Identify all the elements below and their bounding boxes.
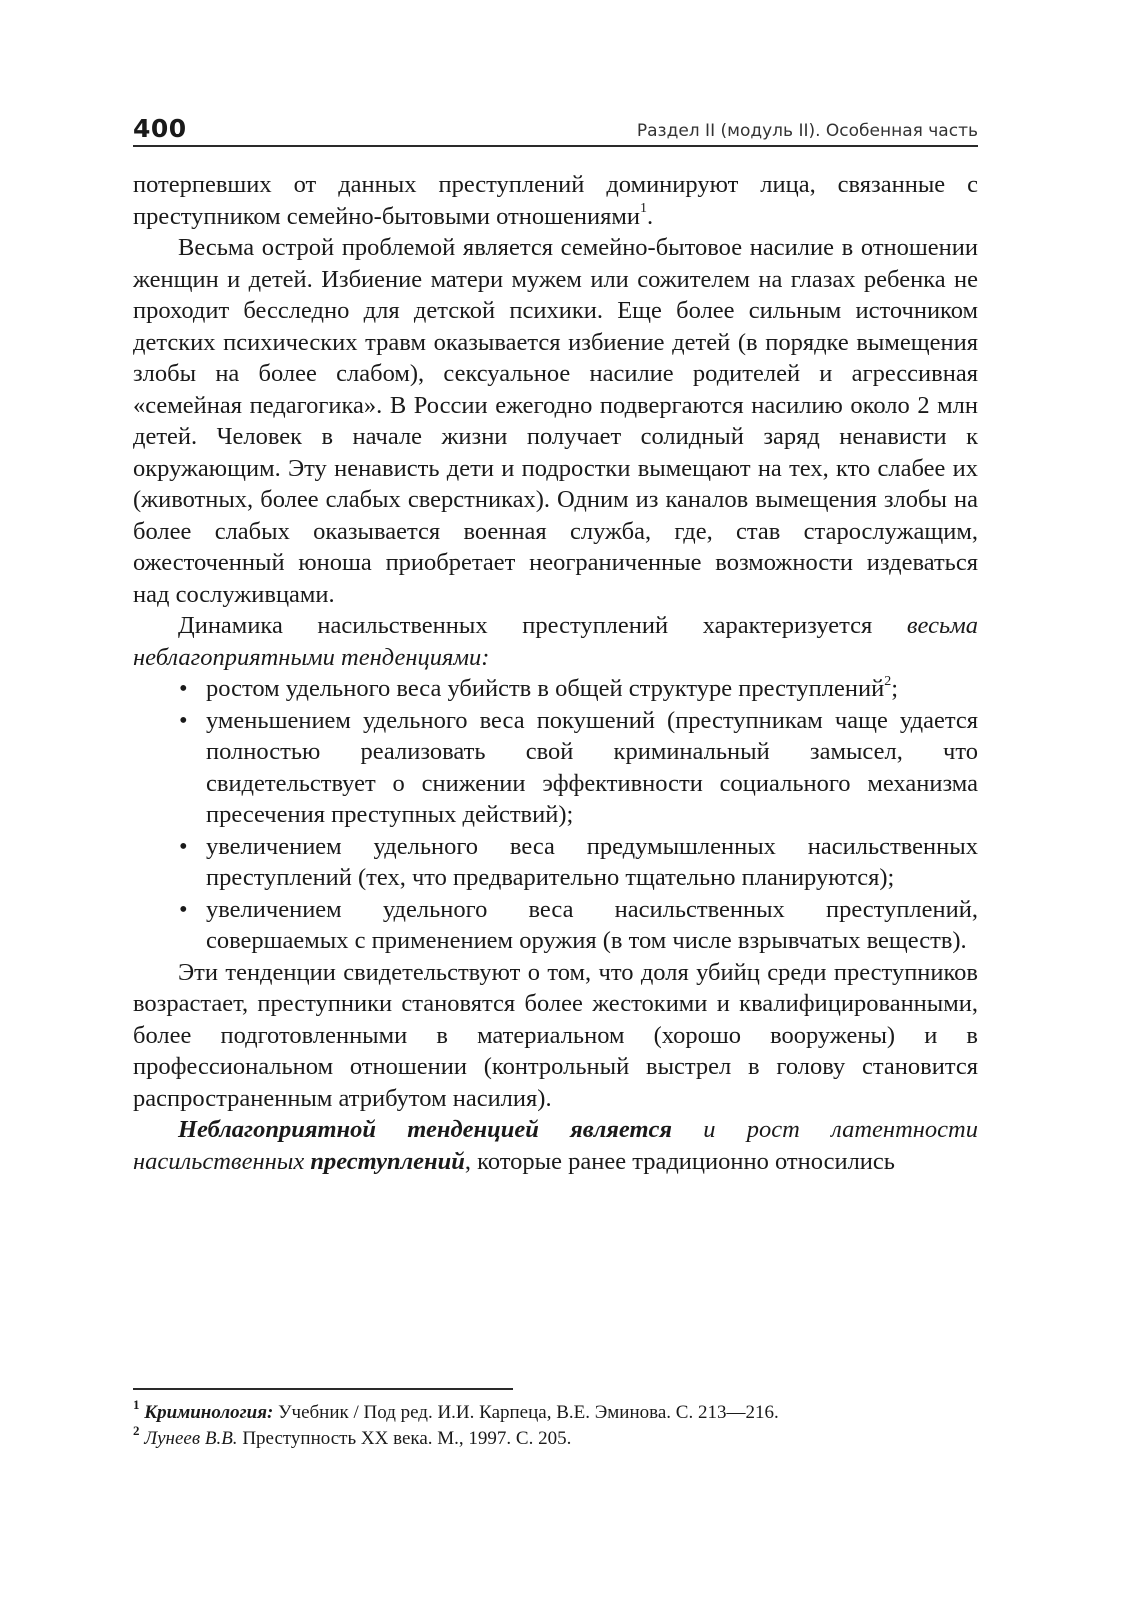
- paragraph-1: [133, 169, 978, 232]
- footnote-author: Лунеев В.В.: [144, 1428, 238, 1449]
- bullet-icon: •: [179, 675, 188, 702]
- footnote-ref-2: 2: [884, 673, 892, 689]
- footnote-1: [133, 1396, 978, 1426]
- list-item: [179, 673, 978, 705]
- list-item: [179, 831, 978, 894]
- page-number: 400: [133, 114, 187, 143]
- footnote-number: 1: [133, 1396, 140, 1412]
- footnotes: [133, 1388, 978, 1452]
- trend-list: [133, 673, 978, 957]
- footnote-number: 2: [133, 1422, 140, 1438]
- footnote-text: Преступность XX века. М., 1997. С. 205.: [237, 1428, 572, 1449]
- paragraph-5: [133, 1114, 978, 1177]
- list-item: [179, 894, 978, 957]
- footnote-2: [133, 1422, 978, 1452]
- paragraph-4: Эти тенденции свидетельствуют о том, что доля убийц среди преступников возрастает, преступники становятся более жестокими и квалифицированными, более подготовленными в материальном (хорошо вооружены) и в профессиональном отношении (контрольный выстрел в голову становится распространенным атрибутом насилия).: [133, 958, 978, 1112]
- paragraph-5-emphasis: и рост латентности насильственных: [133, 1116, 978, 1175]
- list-item-text: ростом удельного веса убийств в общей структуре преступлений: [206, 675, 885, 702]
- page-header: [133, 112, 978, 147]
- body-text: [133, 169, 978, 1177]
- footnote-ref-1: 1: [640, 201, 647, 217]
- bullet-icon: •: [179, 706, 188, 734]
- page: [133, 112, 978, 1177]
- list-item-text: уменьшением удельного веса покушений (преступникам чаще удается полностью реализовать свой криминальный замысел, что свидетельствует о снижении эффективности социального механизма пресечения преступных действий);: [206, 706, 978, 828]
- footnote-divider: [133, 1388, 513, 1390]
- paragraph-1-text: потерпевших от данных преступлений доминируют лица, связанные с преступником семейно-бытовыми отношениями: [133, 171, 978, 230]
- paragraph-5-emphasis-bold-2: преступлений: [310, 1147, 465, 1175]
- bullet-icon: •: [179, 895, 188, 923]
- bullet-icon: •: [179, 832, 188, 860]
- paragraph-3: [133, 610, 978, 673]
- paragraph-5-emphasis-bold: Неблагоприятной тенденцией является: [178, 1116, 672, 1143]
- footnote-source: Криминология:: [144, 1402, 274, 1423]
- paragraph-1-end: .: [647, 202, 654, 230]
- paragraph-5-rest: , которые ранее традиционно относились: [464, 1147, 895, 1175]
- list-item-text: увеличением удельного веса насильственных преступлений, совершаемых с применением оружия (в том числе взрывчатых веществ).: [206, 895, 978, 954]
- footnote-text: Учебник / Под ред. И.И. Карпеца, В.Е. Эминова. С. 213—216.: [273, 1402, 779, 1423]
- list-item-end: ;: [891, 675, 898, 702]
- running-head: Раздел II (модуль II). Особенная часть: [636, 121, 978, 141]
- paragraph-2: Весьма острой проблемой является семейно-бытовое насилие в отношении женщин и детей. Избиение матери мужем или сожителем на глазах ребенка не проходит бесследно для детской психики. Еще более сильным источником детских психических травм оказывается избиение детей (в порядке вымещения злобы на более слабом), сексуальное насилие родителей и агрессивная «семейная педагогика». В России ежегодно подвергаются насилию около 2 млн детей. Человек в начале жизни получает солидный заряд ненависти к окружающим. Эту ненависть дети и подростки вымещают на тех, кто слабее их (животных, более слабых сверстниках). Одним из каналов вымещения злобы на более слабых оказывается военная служба, где, став старослужащим, ожесточенный юноша приобретает неограниченные возможности издеваться над сослуживцами.: [133, 234, 978, 608]
- paragraph-3-lead: Динамика насильственных преступлений характеризуется: [178, 612, 907, 639]
- paragraph-3-emphasis: весьма неблагоприятными тенденциями:: [133, 612, 978, 671]
- list-item-text: увеличением удельного веса предумышленных насильственных преступлений (тех, что предварительно тщательно планируются);: [206, 832, 978, 891]
- list-item: [179, 705, 978, 831]
